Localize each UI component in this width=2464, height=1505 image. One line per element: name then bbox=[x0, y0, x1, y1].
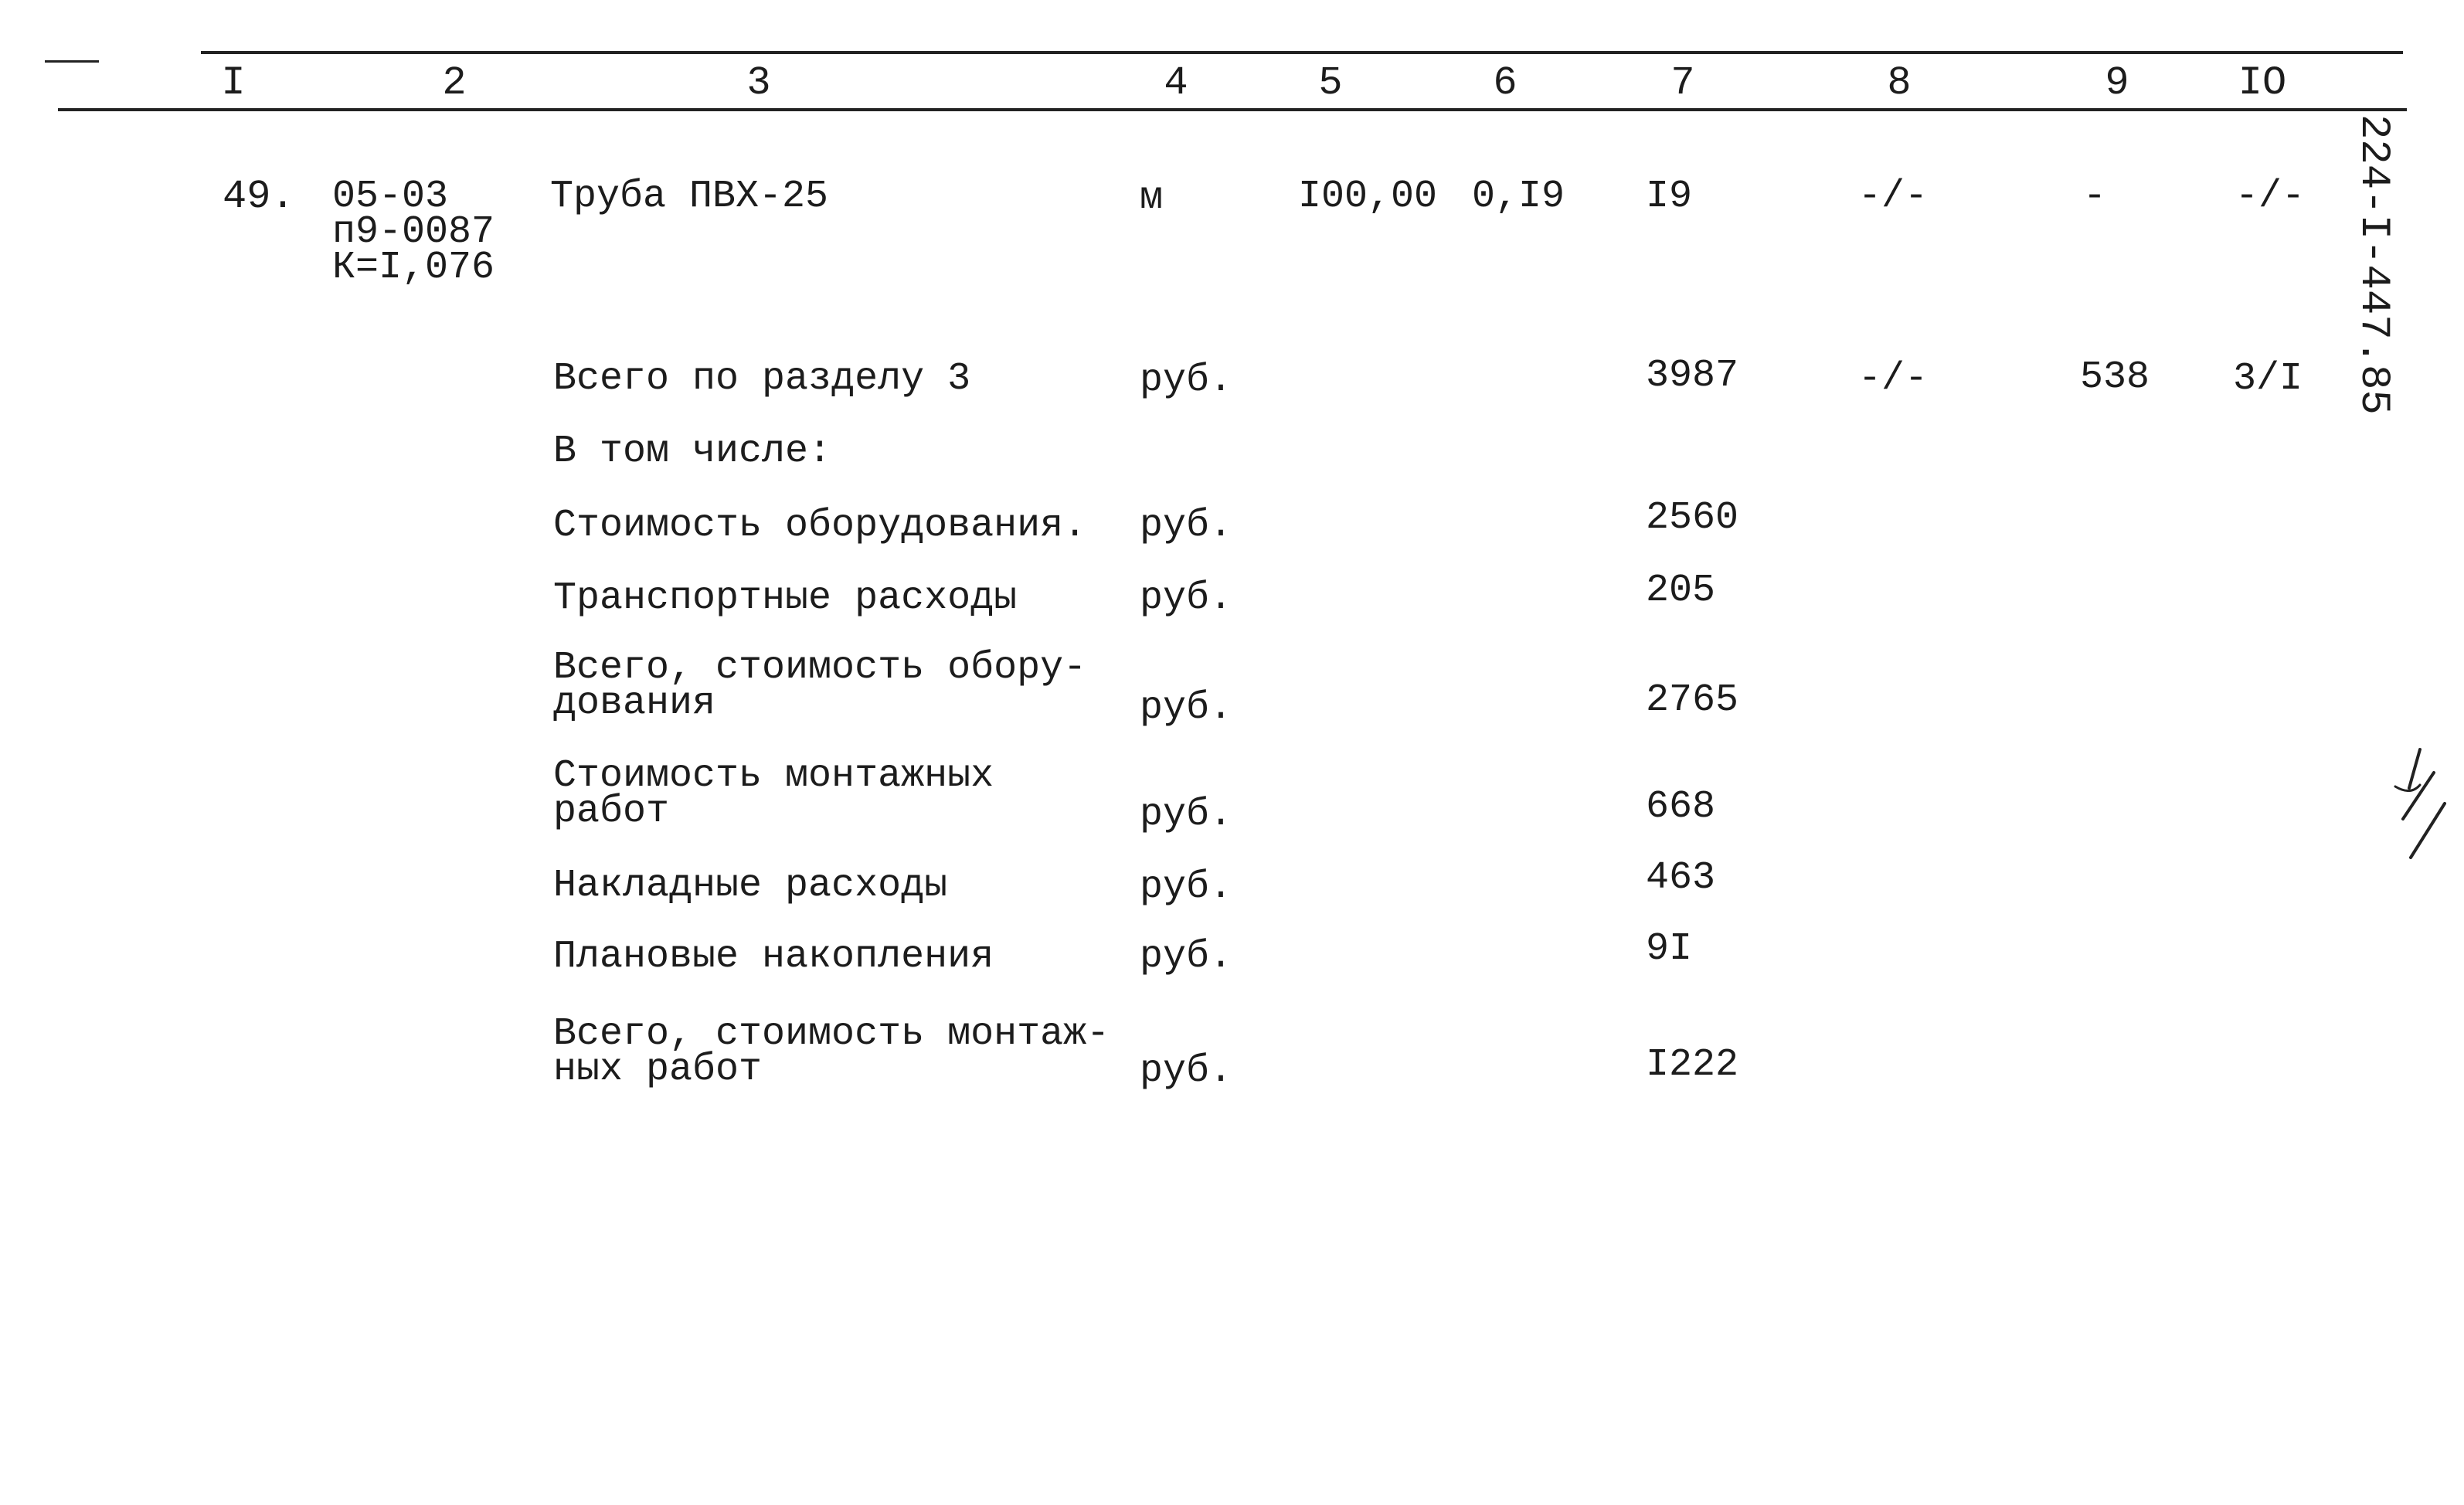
section-total-col8: -/- bbox=[1858, 357, 1929, 401]
breakdown-label: Стоимость оборудования. bbox=[553, 504, 1087, 548]
top-rule-left bbox=[45, 60, 99, 63]
item-col10: -/- bbox=[2235, 175, 2306, 219]
breakdown-unit: руб. bbox=[1140, 504, 1233, 548]
breakdown-label: работ bbox=[553, 790, 670, 834]
column-header: IO bbox=[2238, 60, 2287, 106]
breakdown-label: Стоимость монтажных bbox=[553, 754, 994, 798]
column-header: 6 bbox=[1493, 60, 1517, 106]
item-col9: - bbox=[2083, 175, 2107, 219]
section-total-unit: руб. bbox=[1140, 358, 1233, 403]
item-code-line: 05-03 bbox=[332, 175, 449, 219]
breakdown-label: Транспортные расходы bbox=[553, 576, 1018, 620]
breakdown-value: 205 bbox=[1646, 569, 1716, 613]
column-header: 4 bbox=[1164, 60, 1188, 106]
column-header: 3 bbox=[746, 60, 771, 106]
section-total-label: Всего по разделу 3 bbox=[553, 357, 971, 401]
breakdown-value: 463 bbox=[1646, 856, 1716, 900]
breakdown-label: Всего, стоимость монтаж- bbox=[553, 1012, 1110, 1056]
header-bottom-rule bbox=[58, 108, 2407, 111]
item-quantity: I00,00 bbox=[1298, 175, 1438, 219]
breakdown-unit: руб. bbox=[1140, 865, 1233, 909]
column-header: 5 bbox=[1318, 60, 1343, 106]
column-header: 9 bbox=[2105, 60, 2129, 106]
breakdown-value: I222 bbox=[1646, 1043, 1739, 1087]
column-header: 8 bbox=[1887, 60, 1912, 106]
breakdown-value: 2765 bbox=[1646, 678, 1739, 722]
handwritten-mark bbox=[2380, 742, 2449, 865]
breakdown-value: 2560 bbox=[1646, 496, 1739, 540]
breakdown-unit: руб. bbox=[1140, 576, 1233, 620]
column-header: I bbox=[221, 60, 246, 106]
section-total-col10: 3/I bbox=[2233, 357, 2303, 401]
breakdown-value: 668 bbox=[1646, 785, 1716, 829]
item-code-line: К=I,076 bbox=[332, 246, 495, 290]
breakdown-label: дования bbox=[553, 681, 716, 725]
item-code-line: п9-0087 bbox=[332, 210, 495, 254]
item-number: 49. bbox=[223, 174, 295, 219]
item-total: I9 bbox=[1646, 175, 1693, 219]
item-unit-price: 0,I9 bbox=[1472, 175, 1565, 219]
breakdown-label: Плановые накопления bbox=[553, 935, 994, 979]
item-col8: -/- bbox=[1858, 175, 1929, 219]
breakdown-label: Всего, стоимость обору- bbox=[553, 646, 1087, 690]
breakdown-unit: руб. bbox=[1140, 1049, 1233, 1093]
column-header: 7 bbox=[1670, 60, 1695, 106]
breakdown-label: Накладные расходы bbox=[553, 864, 948, 908]
section-total-value: 3987 bbox=[1646, 354, 1739, 398]
breakdown-label: ных работ bbox=[553, 1048, 763, 1092]
top-rule bbox=[201, 51, 2403, 54]
column-header: 2 bbox=[442, 60, 467, 106]
breakdown-value: 9I bbox=[1646, 927, 1693, 971]
breakdown-unit: руб. bbox=[1140, 793, 1233, 837]
including-label: В том числе: bbox=[553, 430, 832, 474]
item-unit: м bbox=[1140, 176, 1164, 220]
document-code-label: 224-I-447.85 bbox=[2350, 114, 2397, 415]
breakdown-unit: руб. bbox=[1140, 935, 1233, 979]
section-total-col9: 538 bbox=[2080, 355, 2150, 399]
item-name: Труба ПВХ-25 bbox=[550, 175, 829, 219]
breakdown-unit: руб. bbox=[1140, 686, 1233, 730]
